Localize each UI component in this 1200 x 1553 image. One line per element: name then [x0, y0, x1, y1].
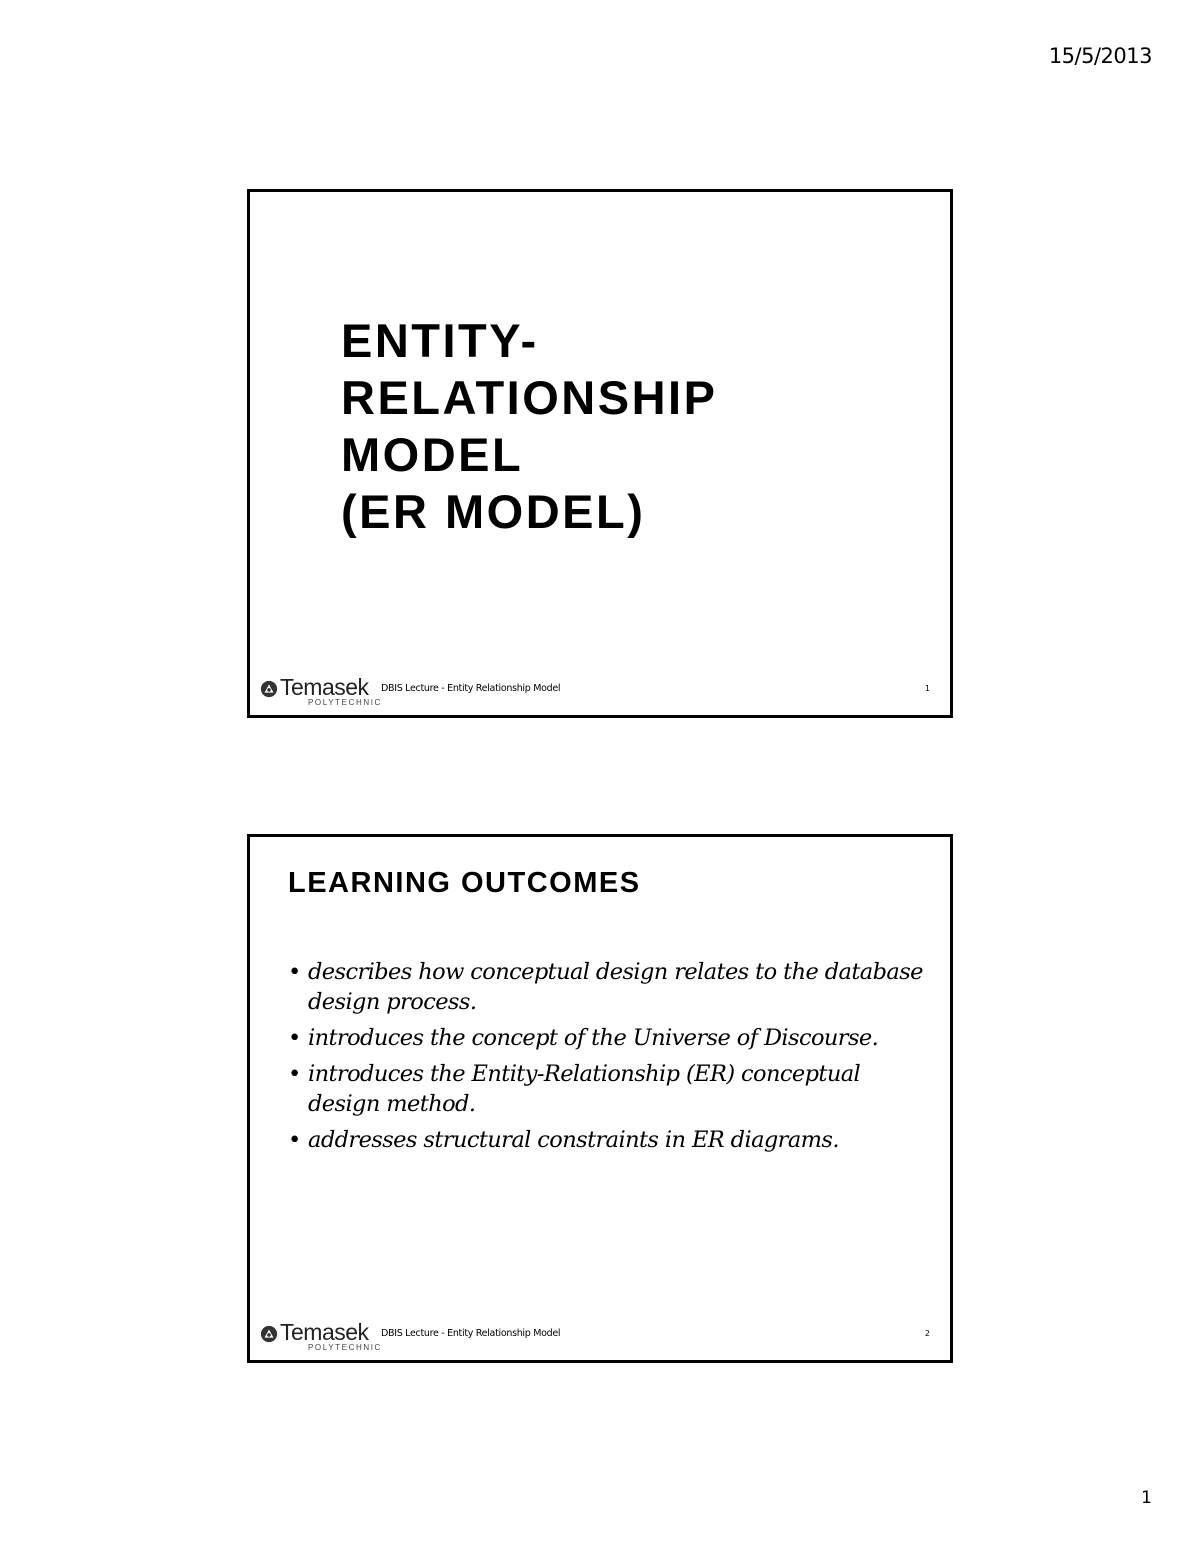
list-item-text: introduces the Entity-Relationship (ER) conceptual design method.	[308, 1061, 861, 1117]
list-item	[288, 1125, 928, 1155]
slide-2	[247, 834, 953, 1363]
logo-subtitle: POLYTECHNIC	[308, 1343, 382, 1352]
page-number: 1	[1141, 1488, 1152, 1508]
slide-number: 2	[924, 1329, 930, 1338]
list-item	[288, 957, 928, 1017]
slide-heading: LEARNING OUTCOMES	[288, 867, 641, 899]
temasek-logo	[260, 1319, 382, 1352]
title-line: MODEL	[341, 428, 524, 481]
footer-text: DBIS Lecture - Entity Relationship Model	[381, 683, 561, 694]
list-item	[288, 1023, 928, 1053]
learning-outcomes-list	[288, 957, 928, 1161]
logo-subtitle: POLYTECHNIC	[308, 698, 382, 707]
bullet-icon: •	[288, 1127, 301, 1153]
title-line: ENTITY-	[341, 314, 539, 367]
title-line: RELATIONSHIP	[341, 371, 718, 424]
list-item	[288, 1059, 928, 1119]
list-item-text: describes how conceptual design relates to the database design process.	[308, 959, 923, 1015]
title-line: (ER MODEL)	[341, 485, 646, 538]
slide-1	[247, 189, 953, 718]
list-item-text: introduces the concept of the Universe of Discourse.	[308, 1025, 879, 1051]
slide-footer	[260, 674, 930, 707]
page-date: 15/5/2013	[1048, 44, 1152, 68]
logo-wordmark: Temasek	[280, 1319, 369, 1345]
slide-number: 1	[924, 684, 930, 693]
temasek-emblem-icon	[260, 1325, 278, 1343]
temasek-emblem-icon	[260, 680, 278, 698]
logo-wordmark: Temasek	[280, 674, 369, 700]
footer-text: DBIS Lecture - Entity Relationship Model	[381, 1328, 561, 1339]
slide-title	[341, 312, 717, 540]
bullet-icon: •	[288, 959, 301, 985]
bullet-icon: •	[288, 1061, 301, 1087]
list-item-text: addresses structural constraints in ER diagrams.	[308, 1127, 839, 1153]
temasek-logo	[260, 674, 382, 707]
bullet-icon: •	[288, 1025, 301, 1051]
slide-footer	[260, 1319, 930, 1352]
